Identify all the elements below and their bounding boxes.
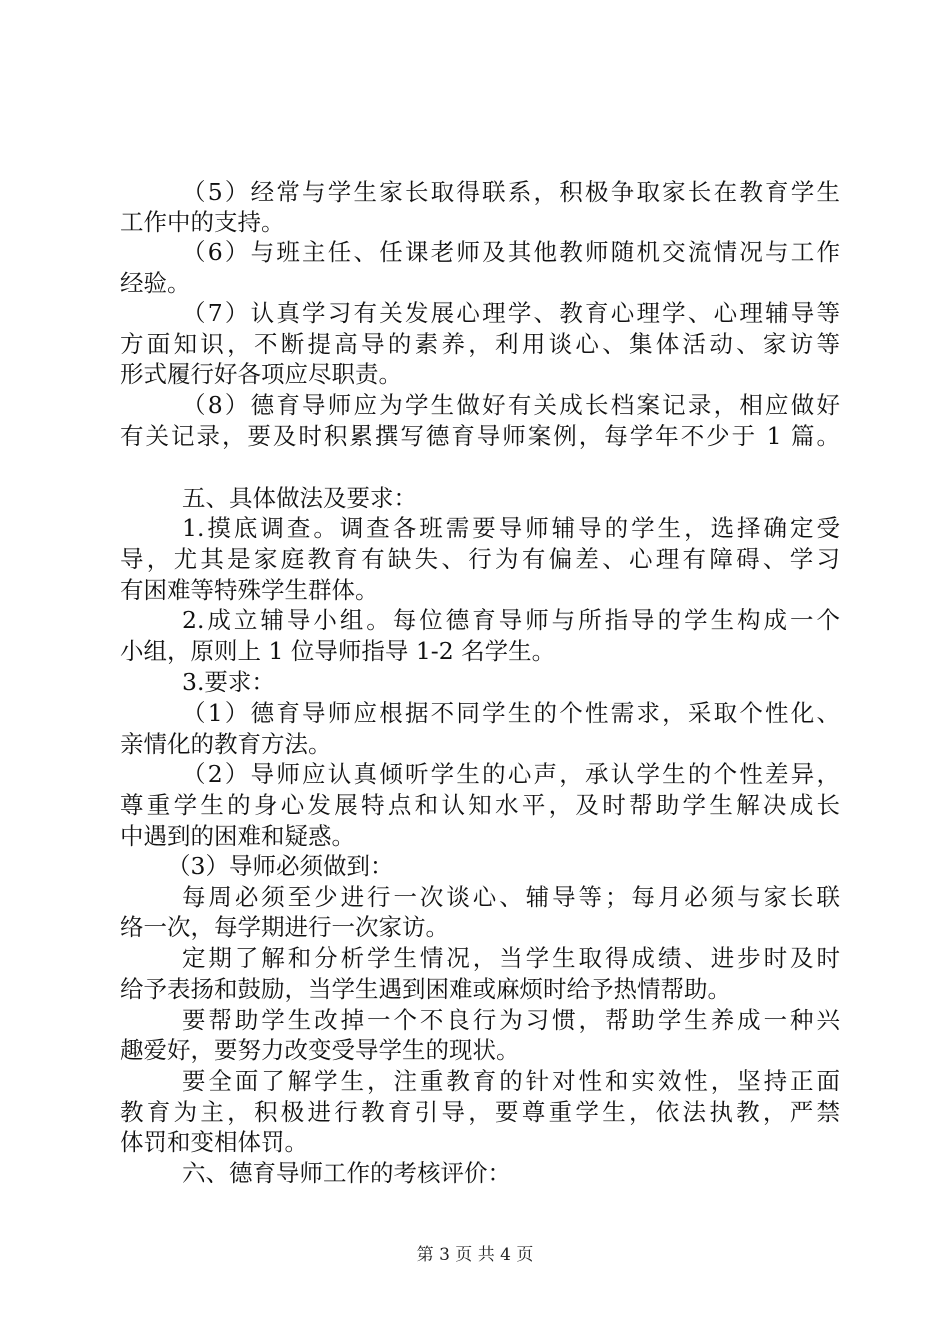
paragraph-line: 每周必须至少进行一次谈心、辅导等；每月必须与家长联 bbox=[182, 883, 840, 911]
paragraph-line: 小组，原则上 1 位导师指导 1-2 名学生。 bbox=[120, 637, 556, 665]
page-number: 第 3 页 共 4 页 bbox=[416, 1245, 534, 1265]
paragraph-line: 方面知识，不断提高导的素养，利用谈心、集体活动、家访等 bbox=[120, 330, 840, 358]
paragraph-line: 给予表扬和鼓励，当学生遇到困难或麻烦时给予热情帮助。 bbox=[120, 975, 731, 1003]
paragraph-line: 有关记录，要及时积累撰写德育导师案例，每学年不少于 1 篇。 bbox=[120, 422, 840, 450]
paragraph-line: （2）导师应认真倾听学生的心声，承认学生的个性差异， bbox=[182, 760, 840, 788]
paragraph-line: 经验。 bbox=[120, 269, 191, 297]
section-heading: 六、德育导师工作的考核评价： bbox=[182, 1159, 511, 1187]
paragraph-line: 教育为主，积极进行教育引导，要尊重学生，依法执教，严禁 bbox=[120, 1098, 840, 1126]
paragraph-line: 趣爱好，要努力改变受导学生的现状。 bbox=[120, 1036, 520, 1064]
paragraph-line: 形式履行好各项应尽职责。 bbox=[120, 360, 402, 388]
paragraph-line: 工作中的支持。 bbox=[120, 208, 285, 236]
paragraph-line: （8）德育导师应为学生做好有关成长档案记录，相应做好 bbox=[182, 391, 840, 419]
paragraph-line: 体罚和变相体罚。 bbox=[120, 1128, 308, 1156]
paragraph-line: 3.要求： bbox=[182, 668, 275, 696]
paragraph-line: 定期了解和分析学生情况，当学生取得成绩、进步时及时 bbox=[182, 944, 840, 972]
paragraph-line: 有困难等特殊学生群体。 bbox=[120, 576, 379, 604]
paragraph-line: （3）导师必须做到： bbox=[167, 852, 394, 880]
paragraph-line: （6）与班主任、任课老师及其他教师随机交流情况与工作 bbox=[182, 238, 840, 266]
paragraph-line: 亲情化的教育方法。 bbox=[120, 730, 332, 758]
paragraph-line: （1）德育导师应根据不同学生的个性需求，采取个性化、 bbox=[182, 699, 840, 727]
paragraph-line: 要帮助学生改掉一个不良行为习惯，帮助学生养成一种兴 bbox=[182, 1006, 840, 1034]
paragraph-line: 中遇到的困难和疑惑。 bbox=[120, 822, 355, 850]
paragraph-line: 尊重学生的身心发展特点和认知水平，及时帮助学生解决成长 bbox=[120, 791, 840, 819]
paragraph-line: （7）认真学习有关发展心理学、教育心理学、心理辅导等 bbox=[182, 299, 840, 327]
paragraph-line: 2.成立辅导小组。每位德育导师与所指导的学生构成一个 bbox=[182, 606, 840, 634]
section-heading: 五、具体做法及要求： bbox=[182, 484, 417, 512]
paragraph-line: （5）经常与学生家长取得联系，积极争取家长在教育学生 bbox=[182, 178, 840, 206]
paragraph-line: 要全面了解学生，注重教育的针对性和实效性，坚持正面 bbox=[182, 1067, 840, 1095]
paragraph-line: 络一次，每学期进行一次家访。 bbox=[120, 913, 449, 941]
paragraph-line: 1.摸底调查。调查各班需要导师辅导的学生，选择确定受 bbox=[182, 514, 840, 542]
paragraph-line: 导，尤其是家庭教育有缺失、行为有偏差、心理有障碍、学习 bbox=[120, 545, 840, 573]
